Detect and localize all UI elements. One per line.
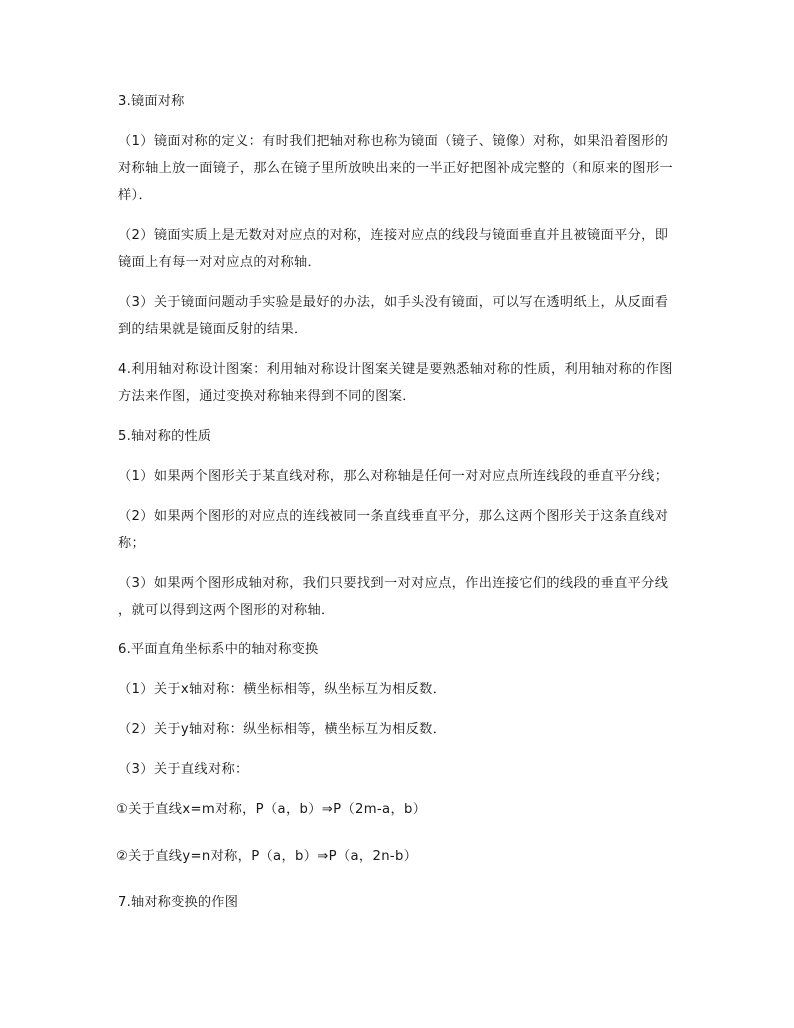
section-5-paragraph-3-line-1: （3）如果两个图形成轴对称，我们只要找到一对对应点，作出连接它们的线段的垂直平分线 [118,576,669,591]
section-5-title: 5.轴对称的性质 [118,429,212,444]
section-5-paragraph-1: （1）如果两个图形关于某直线对称，那么对称轴是任何一对对应点所连线段的垂直平分线； [118,469,669,484]
section-6-rule-a: ①关于直线x=m对称，P（a，b）⇒P（2m-a，b） [116,802,427,817]
section-3-paragraph-1-line-2: 对称轴上放一面镜子，那么在镜子里所放映出来的一半正好把图补成完整的（和原来的图形一 [118,161,674,176]
section-7-title: 7.轴对称变换的作图 [118,895,239,910]
section-3-paragraph-2-line-2: 镜面上有每一对对应点的对称轴． [118,255,322,270]
section-3-title: 3.镜面对称 [118,94,185,109]
section-5-paragraph-2-line-1: （2）如果两个图形的对应点的连线被同一条直线垂直平分，那么这两个图形关于这条直线对 [118,509,669,524]
section-5-paragraph-3-line-2: ，就可以得到这两个图形的对称轴． [118,603,335,618]
section-3-paragraph-1-line-1: （1）镜面对称的定义：有时我们把轴对称也称为镜面（镜子、镜像）对称，如果沿着图形的 [118,134,669,149]
section-4-line-1: 4.利用轴对称设计图案：利用轴对称设计图案关键是要熟悉轴对称的性质，利用轴对称的作图 [118,362,673,377]
section-6-title: 6.平面直角坐标系中的轴对称变换 [118,642,319,657]
section-3-paragraph-3-line-2: 到的结果就是镜面反射的结果． [118,322,308,337]
section-6-paragraph-3: （3）关于直线对称： [118,762,249,777]
section-4-line-2: 方法来作图，通过变换对称轴来得到不同的图案． [118,389,416,404]
section-6-paragraph-2: （2）关于y轴对称：纵坐标相等，横坐标互为相反数． [118,722,447,737]
section-6-paragraph-1: （1）关于x轴对称：横坐标相等，纵坐标互为相反数． [118,682,447,697]
section-3-paragraph-3-line-1: （3）关于镜面问题动手实验是最好的办法，如手头没有镜面，可以写在透明纸上，从反面看 [118,295,669,310]
section-3-paragraph-2-line-1: （2）镜面实质上是无数对对应点的对称，连接对应点的线段与镜面垂直并且被镜面平分，即 [118,228,669,243]
section-5-paragraph-2-line-2: 称； [118,536,146,551]
section-3-paragraph-1-line-3: 样）． [118,188,153,203]
section-6-rule-b: ②关于直线y=n对称，P（a，b）⇒P（a，2n-b） [116,849,418,864]
